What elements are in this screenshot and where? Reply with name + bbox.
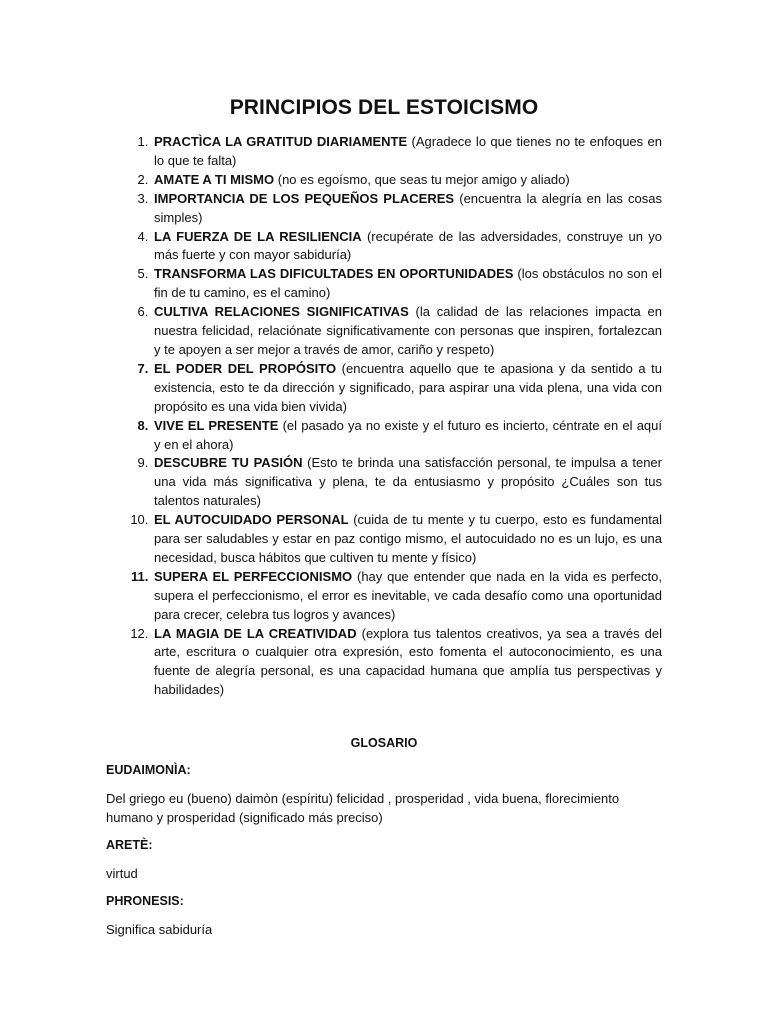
list-item: [152, 133, 662, 171]
principle-heading: EL PODER DEL PROPÓSITO: [154, 360, 337, 376]
glossary-definition: Significa sabiduría: [106, 922, 213, 938]
glossary-heading: GLOSARIO: [350, 736, 418, 751]
document-title: PRINCIPIOS DEL ESTOICISMO: [229, 96, 539, 119]
principle-text: (recupérate de las adversidades, construye un yo más fuerte y con mayor sabiduría): [154, 228, 662, 263]
list-item: [152, 568, 662, 625]
principle-heading: SUPERA EL PERFECCIONISMO: [154, 568, 353, 584]
principle-heading: VIVE EL PRESENTE: [154, 417, 279, 433]
principle-text: (explora tus talentos creativos, ya sea a través del arte, escritura o cualquier otra expresión, esto fomenta el autoconocimiento, es una fuente de alegría personal, es una capacidad humana que amplía tus perspectivas y habilidades): [154, 625, 662, 698]
principle-heading: EL AUTOCUIDADO PERSONAL: [154, 512, 349, 528]
principle-text: (el pasado ya no existe y el futuro es incierto, céntrate en el aquí y en el ahora): [154, 417, 663, 452]
principle-text: (encuentra la alegría en las cosas simples): [154, 190, 662, 225]
list-item: [152, 190, 662, 228]
list-item: [152, 511, 662, 568]
principle-text: (Agradece lo que tienes no te enfoques en lo que te falta): [154, 134, 663, 168]
principles-list: [106, 133, 662, 700]
principle-heading: LA MAGIA DE LA CREATIVIDAD: [154, 625, 357, 641]
glossary-term: ARETÈ:: [106, 838, 153, 853]
list-item: [152, 171, 662, 190]
principle-text: (la calidad de las relaciones impacta en nuestra felicidad, relaciónate significativamente con personas que inspiren, fortalezcan y te apoyen a ser mejor a través de amor, cariño y respeto): [154, 304, 662, 357]
principle-heading: AMATE A TI MISMO: [154, 171, 275, 187]
list-item: [152, 228, 662, 266]
principle-heading: IMPORTANCIA DE LOS PEQUEÑOS PLACERES: [154, 190, 455, 206]
glossary-term: PHRONESIS:: [106, 894, 184, 909]
principle-heading: TRANSFORMA LAS DIFICULTADES EN OPORTUNIDADES: [154, 266, 514, 282]
glossary-definition: Del griego eu (bueno) daimòn (espíritu) felicidad , prosperidad , vida buena, florecimiento humano y prosperidad (significado más preciso): [106, 791, 620, 826]
list-item: [152, 625, 662, 701]
principle-text: (los obstáculos no son el fin de tu camino, es el camino): [154, 266, 662, 301]
list-item: [152, 417, 662, 455]
glossary-term: EUDAIMONÌA:: [106, 763, 191, 778]
list-item: [152, 265, 662, 303]
principle-heading: CULTIVA RELACIONES SIGNIFICATIVAS: [154, 304, 409, 320]
principle-text: (encuentra aquello que te apasiona y da sentido a tu existencia, esto te da dirección y significado, para aspirar una vida plena, una vida con propósito es una vida bien vivida): [154, 360, 663, 414]
list-item: [152, 360, 662, 417]
principle-text: (hay que entender que nada en la vida es perfecto, supera el perfeccionismo, el error es inevitable, ve cada desafío como una oportunidad para crecer, celebra tus logros y avances): [154, 568, 662, 622]
principle-heading: DESCUBRE TU PASIÓN: [154, 455, 303, 471]
list-item: [152, 303, 662, 360]
principle-text: (Esto te brinda una satisfacción personal, te impulsa a tener una vida más significativa y plena, te da entusiasmo y propósito ¿Cuáles son tus talentos naturales): [154, 455, 662, 509]
glossary-definition: virtud: [106, 866, 138, 882]
principle-heading: LA FUERZA DE LA RESILIENCIA: [154, 228, 362, 244]
principle-text: (cuida de tu mente y tu cuerpo, esto es fundamental para ser saludables y estar en paz contigo mismo, el autocuidado no es un lujo, es una necesidad, busca hábitos que cultiven tu mente y físico): [154, 512, 663, 565]
principle-heading: PRACTÌCA LA GRATITUD DIARIAMENTE: [154, 134, 408, 149]
list-item: [152, 454, 662, 511]
principle-text: (no es egoísmo, que seas tu mejor amigo y aliado): [274, 171, 570, 187]
